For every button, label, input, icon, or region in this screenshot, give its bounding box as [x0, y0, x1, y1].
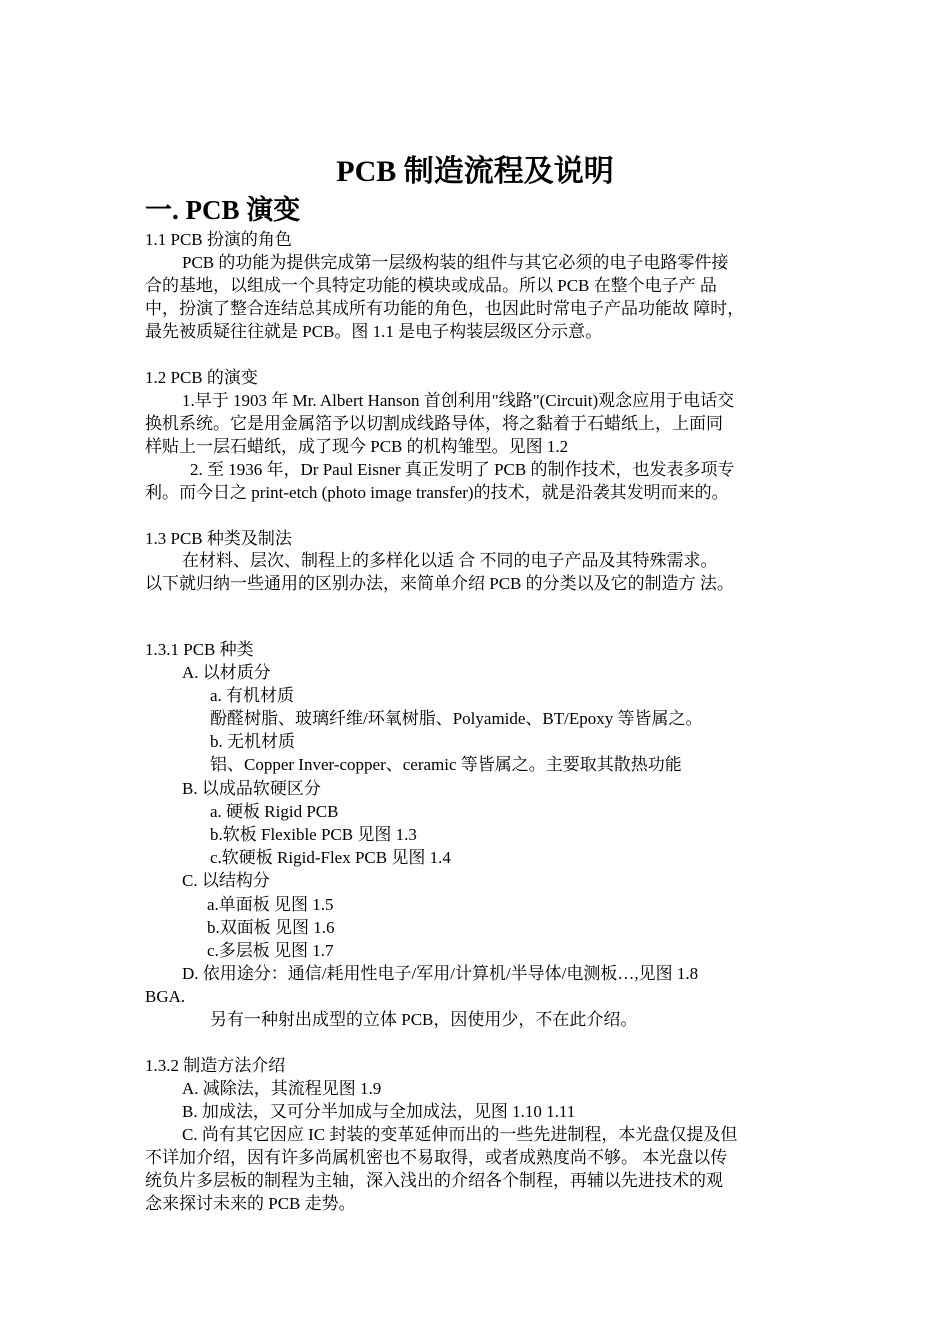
subsection-heading-1-3: 1.3 PCB 种类及制法	[145, 529, 292, 548]
list-item: b.双面板 见图 1.6	[207, 918, 335, 937]
document-title: PCB 制造流程及说明	[336, 155, 614, 188]
list-item: a. 硬板 Rigid PCB	[210, 802, 339, 821]
paragraph-line: 统负片多层板的制程为主轴，深入浅出的介绍各个制程，再辅以先进技术的观	[145, 1171, 723, 1190]
list-item: 铝、Copper Inver-copper、ceramic 等皆属之。主要取其散热功能	[210, 755, 682, 774]
paragraph-line: 念来探讨未来的 PCB 走势。	[145, 1194, 356, 1213]
paragraph-line: 合的基地，以组成一个具特定功能的模块或成品。所以 PCB 在整个电子产 品	[145, 276, 717, 295]
list-item: c.软硬板 Rigid-Flex PCB 见图 1.4	[210, 848, 451, 867]
paragraph-line: 以下就归纳一些通用的区别办法，来简单介绍 PCB 的分类以及它的制造方 法。	[145, 574, 734, 593]
list-item: B. 以成品软硬区分	[182, 779, 321, 798]
paragraph-line: 样贴上一层石蜡纸，成了现今 PCB 的机构雏型。见图 1.2	[145, 437, 569, 456]
list-item: A. 以材质分	[182, 663, 271, 682]
paragraph-line: 换机系统。它是用金属箔予以切割成线路导体，将之黏着于石蜡纸上，上面同	[145, 414, 723, 433]
paragraph-line: 中，扮演了整合连结总其成所有功能的角色，也因此时常电子产品功能故 障时，	[145, 299, 745, 318]
list-item: B. 加成法，又可分半加成与全加成法，见图 1.10 1.11	[182, 1102, 576, 1121]
list-item: b.软板 Flexible PCB 见图 1.3	[210, 825, 417, 844]
paragraph-line: 1.早于 1903 年 Mr. Albert Hanson 首创利用"线路"(Circuit)观念应用于电话交	[182, 391, 735, 410]
paragraph-line: 不详加介绍，因有许多尚属机密也不易取得，或者成熟度尚不够。 本光盘以传	[145, 1148, 728, 1167]
subsection-heading-1-1: 1.1 PCB 扮演的角色	[145, 230, 292, 249]
list-item: BGA.	[145, 987, 186, 1006]
list-item: D. 依用途分：通信/耗用性电子/军用/计算机/半导体/电测板…,见图 1.8	[182, 964, 699, 983]
paragraph-line: 另有一种射出成型的立体 PCB，因使用少，不在此介绍。	[210, 1010, 638, 1029]
list-item: C. 尚有其它因应 IC 封装的变革延伸而出的一些先进制程，本光盘仅提及但	[182, 1125, 738, 1144]
section-heading-1: 一. PCB 演变	[145, 195, 301, 225]
list-item: C. 以结构分	[182, 871, 270, 890]
list-item: 酚醛树脂、玻璃纤维/环氧树脂、Polyamide、BT/Epoxy 等皆属之。	[210, 709, 703, 728]
list-item: A. 减除法，其流程见图 1.9	[182, 1079, 382, 1098]
list-item: a. 有机材质	[210, 686, 295, 705]
paragraph-line: PCB 的功能为提供完成第一层级构装的组件与其它必须的电子电路零件接	[182, 253, 729, 272]
paragraph-line: 最先被质疑往往就是 PCB。图 1.1 是电子构装层级区分示意。	[145, 322, 603, 341]
subsection-heading-1-2: 1.2 PCB 的演变	[145, 368, 258, 387]
paragraph-line: 利。而今日之 print-etch (photo image transfer)的技术，就是沿袭其发明而来的。	[145, 483, 729, 502]
subsection-heading-1-3-1: 1.3.1 PCB 种类	[145, 640, 254, 659]
paragraph-line: 2. 至 1936 年，Dr Paul Eisner 真正发明了 PCB 的制作技术，也发表多项专	[190, 460, 735, 479]
list-item: a.单面板 见图 1.5	[207, 895, 334, 914]
subsection-heading-1-3-2: 1.3.2 制造方法介绍	[145, 1056, 286, 1075]
paragraph-line: 在材料、层次、制程上的多样化以适 合 不同的电子产品及其特殊需求。	[182, 551, 718, 570]
list-item: c.多层板 见图 1.7	[207, 941, 334, 960]
list-item: b. 无机材质	[210, 732, 295, 751]
